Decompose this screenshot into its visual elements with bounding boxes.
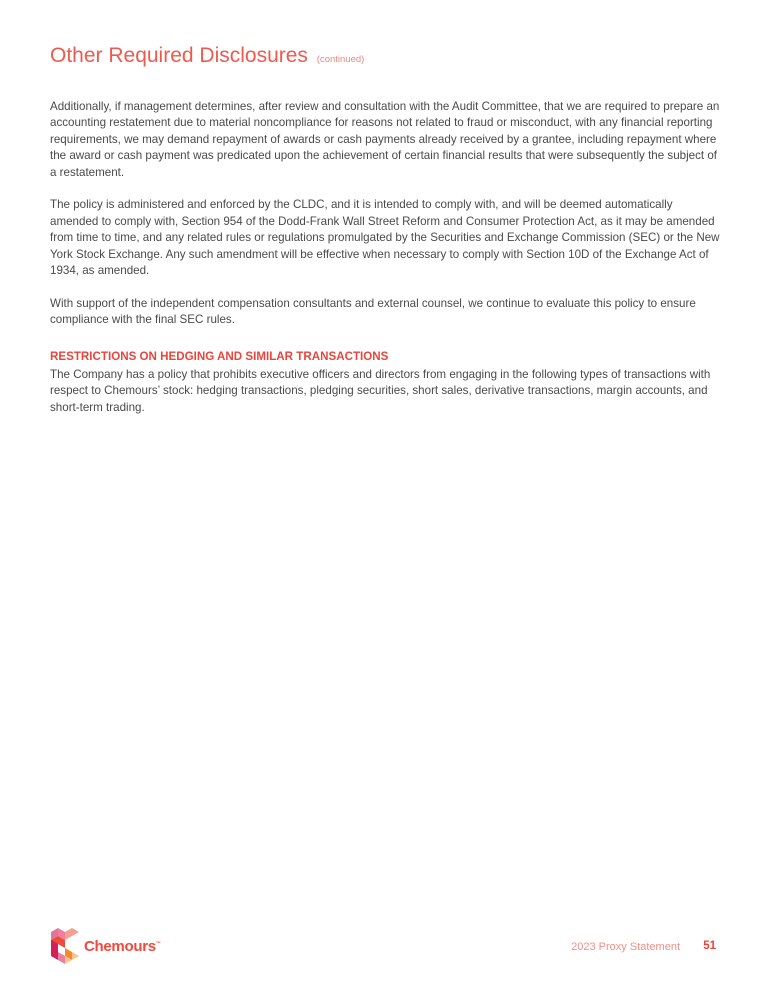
document-name: 2023 Proxy Statement (571, 941, 680, 953)
brand-text: Chemours (84, 937, 156, 955)
body-content (50, 99, 720, 433)
chemours-logo-icon (50, 928, 80, 964)
paragraph: With support of the independent compensation consultants and external counsel, we continue to evaluate this policy to ensure compliance with the final SEC rules. (50, 296, 696, 327)
chemours-logo (50, 928, 160, 964)
title-text: Other Required Disclosures (50, 44, 308, 67)
section-heading: RESTRICTIONS ON HEDGING AND SIMILAR TRANSACTIONS (50, 349, 389, 363)
page-title (50, 44, 364, 68)
paragraph: The Company has a policy that prohibits executive officers and directors from engaging in the following types of transactions with respect to Chemours’ stock: hedging transactions, pledging securities, short sales, derivative transactions, margin accounts, and short-term trading. (50, 368, 711, 414)
paragraph: The policy is administered and enforced by the CLDC, and it is intended to comply with, and will be deemed automatically amended to comply with, Section 954 of the Dodd-Frank Wall Street Reform and Consumer Protection Act, as it may be amended from time to time, and any related rules or regulations promulgated by the Securities and Exchange Commission (SEC) or the New York Stock Exchange. Any such amendment will be effective when necessary to comply with Section 10D of the Exchange Act of 1934, as amended. (50, 198, 720, 278)
trademark: ™ (155, 940, 161, 947)
footer (50, 928, 718, 964)
title-suffix: (continued) (316, 54, 365, 65)
brand-name (84, 938, 160, 955)
page-number: 51 (703, 940, 716, 952)
paragraph: Additionally, if management determines, after review and consultation with the Audit Committee, that we are required to prepare an accounting restatement due to material noncompliance for reasons not related to fraud or misconduct, with any financial reporting requirements, we may demand repayment of awards or cash payments already received by a grantee, including repayment where the award or cash payment was predicated upon the achievement of certain financial results that were subsequently the subject of a restatement. (50, 100, 720, 179)
